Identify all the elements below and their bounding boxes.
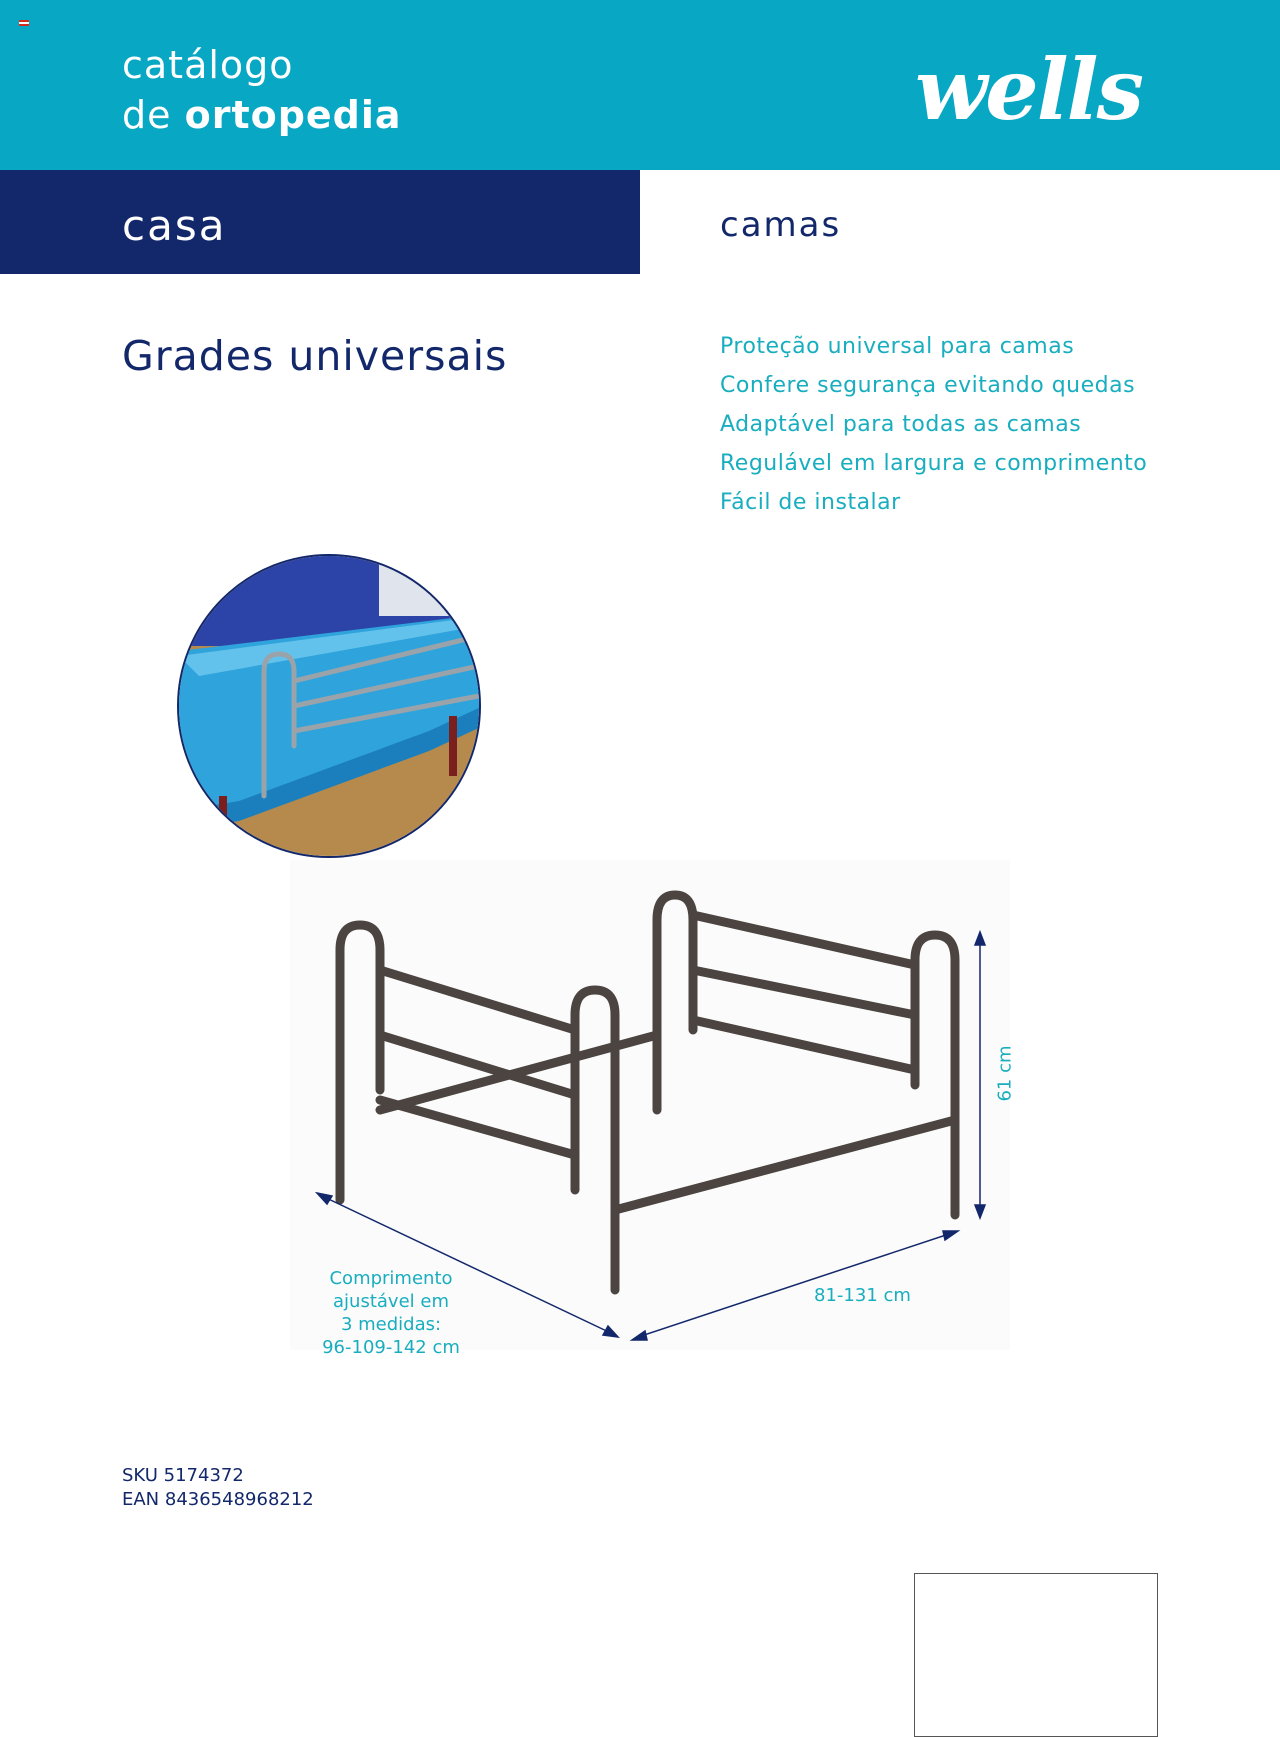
ean-code: EAN 8436548968212 [122, 1489, 314, 1510]
catalog-title [122, 40, 402, 140]
catalog-title-bold: ortopedia [184, 93, 402, 137]
bed-photo-illustration [179, 556, 481, 858]
category-label: casa [122, 201, 227, 250]
dimension-height-label: 61 cm [994, 1045, 1016, 1102]
dimension-width-label: 81-131 cm [814, 1285, 911, 1306]
feature-item: Confere segurança evitando quedas [720, 373, 1136, 398]
dimension-length-label [305, 1267, 477, 1359]
dimension-length-line: Comprimento [329, 1268, 453, 1289]
dimension-length-line: ajustável em [333, 1291, 449, 1312]
feature-item: Regulável em largura e comprimento [720, 451, 1148, 476]
category-band [0, 170, 640, 274]
product-title: Grades universais [122, 332, 508, 380]
blank-placeholder-box [914, 1573, 1158, 1737]
catalog-title-line1: catálogo [122, 43, 294, 87]
catalog-title-prefix: de [122, 93, 185, 137]
product-codes [122, 1464, 314, 1512]
dimension-length-line: 96-109-142 cm [322, 1337, 460, 1358]
sku-code: SKU 5174372 [122, 1465, 244, 1486]
flag-icon [19, 20, 29, 26]
feature-item: Fácil de instalar [720, 490, 901, 515]
product-photo [177, 554, 481, 858]
subcategory-label: camas [720, 205, 842, 245]
feature-list [720, 327, 1147, 522]
dimension-length-line: 3 medidas: [340, 1314, 442, 1335]
brand-logo: wells [915, 40, 1142, 139]
catalog-title-line2 [122, 90, 402, 140]
feature-item: Adaptável para todas as camas [720, 412, 1082, 437]
feature-item: Proteção universal para camas [720, 334, 1075, 359]
